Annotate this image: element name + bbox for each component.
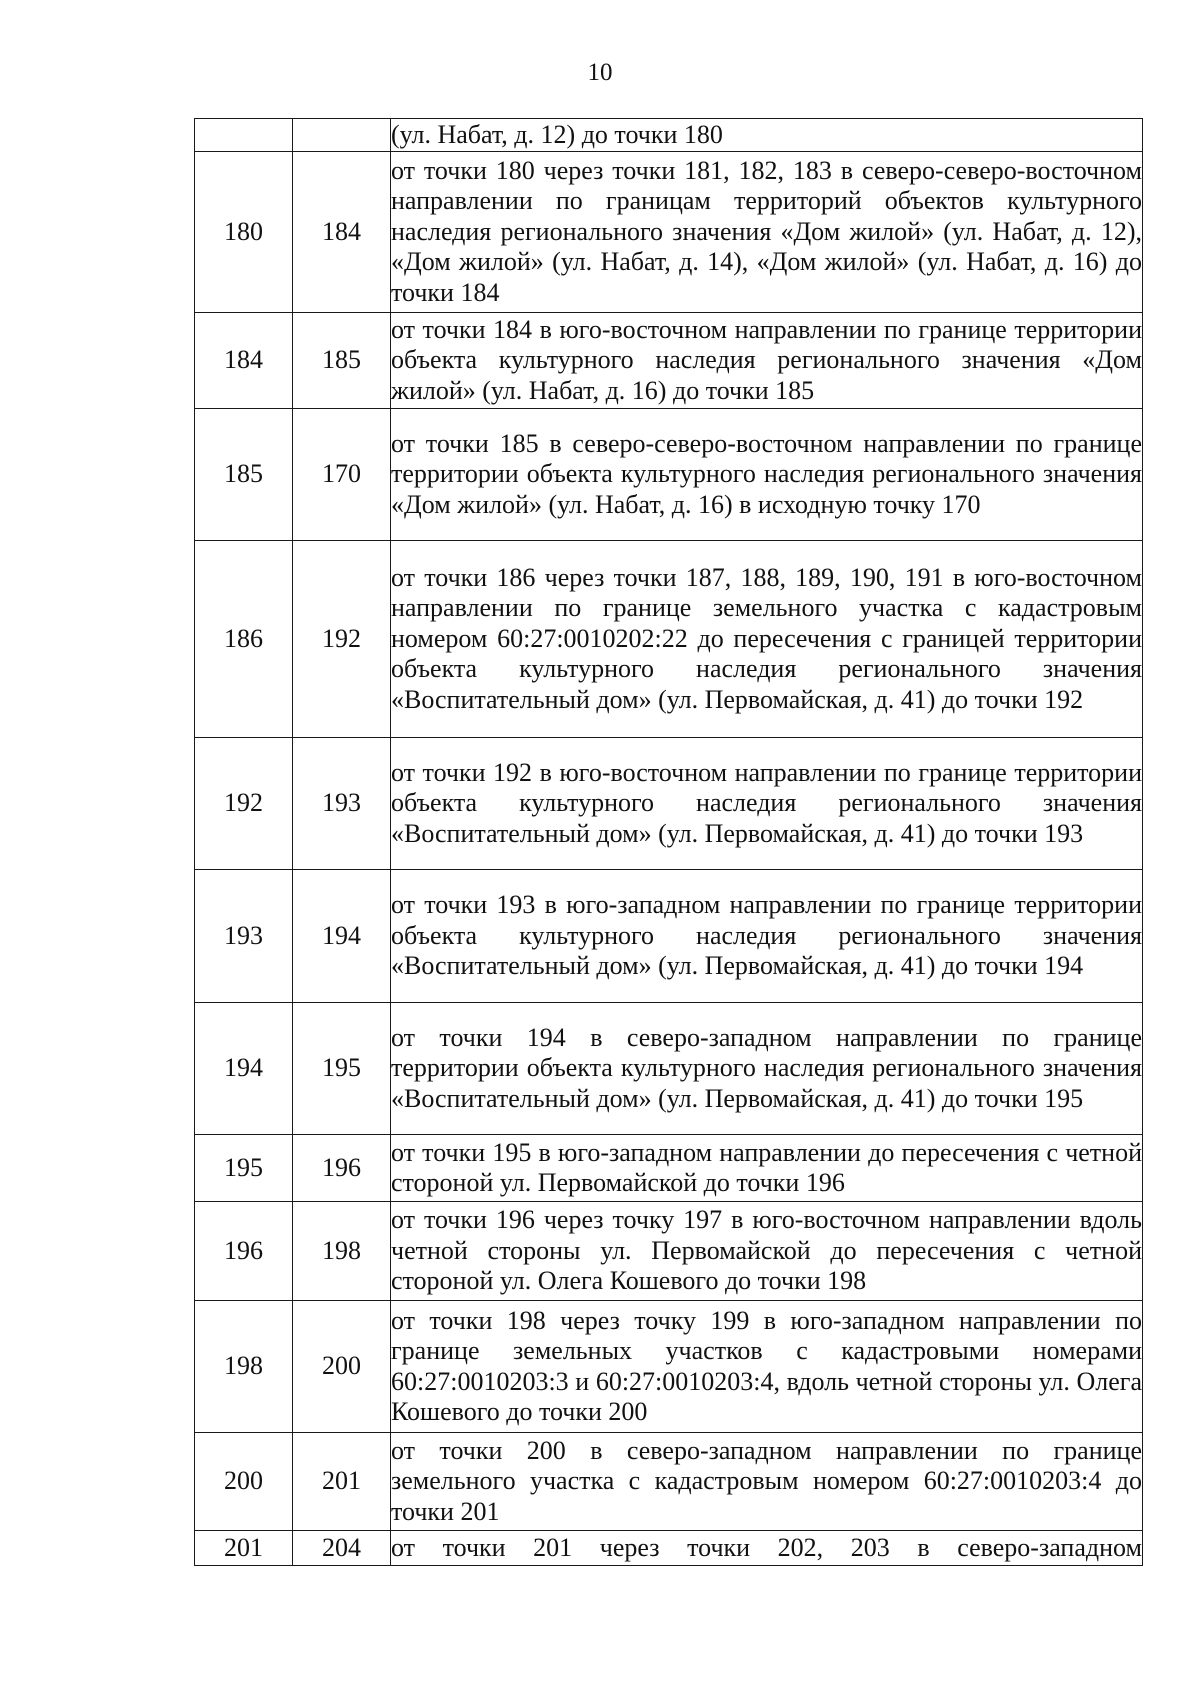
to-point-cell: 204 [293, 1531, 391, 1566]
to-point-cell: 195 [293, 1003, 391, 1135]
description-cell [391, 738, 1143, 870]
from-point-cell: 192 [195, 738, 293, 870]
table-row [195, 1202, 1143, 1301]
from-point-cell: 193 [195, 870, 293, 1003]
description-text: от точки 194 в северо-западном направлении по границе территории объекта культурного наследия регионального значения «Воспитательный дом» (ул. Первомайская, д. 41) до точки 195 [391, 1022, 1142, 1113]
table-row [195, 313, 1143, 409]
to-point-cell: 170 [293, 409, 391, 541]
from-point-cell: 184 [195, 313, 293, 409]
from-point-cell: 195 [195, 1135, 293, 1202]
description-text: от точки 196 через точку 197 в юго-восточном направлении вдоль четной стороны ул. Первомайской до пересечения с четной стороной ул. Олега Кошевого до точки 198 [391, 1205, 1142, 1296]
description-text: от точки 200 в северо-западном направлении по границе земельного участка с кадастровым номером 60:27:0010203:4 до точки 201 [391, 1435, 1142, 1526]
to-point-cell: 200 [293, 1301, 391, 1433]
table-row [195, 409, 1143, 541]
to-point-cell [293, 119, 391, 152]
description-text: от точки 186 через точки 187, 188, 189, 190, 191 в юго-восточном направлении по границе земельного участка с кадастровым номером 60:27:0010202:22 до пересечения с границей территории объекта культурного наследия регионального значения «Воспитательный дом» (ул. Первомайская, д. 41) до точки 192 [391, 562, 1142, 714]
from-point-cell: 186 [195, 541, 293, 738]
to-point-cell: 193 [293, 738, 391, 870]
boundary-table [194, 118, 1143, 1566]
table-row [195, 1135, 1143, 1202]
table-row [195, 738, 1143, 870]
description-cell [391, 1433, 1143, 1531]
description-cell [391, 1135, 1143, 1202]
from-point-cell: 180 [195, 152, 293, 313]
table-row [195, 152, 1143, 313]
table-row [195, 1531, 1143, 1566]
to-point-cell: 185 [293, 313, 391, 409]
description-text: от точки 195 в юго-западном направлении до пересечения с четной стороной ул. Первомайской до точки 196 [391, 1137, 1142, 1197]
from-point-cell: 200 [195, 1433, 293, 1531]
description-text: от точки 184 в юго-восточном направлении по границе территории объекта культурного наследия регионального значения «Дом жилой» (ул. Набат, д. 16) до точки 185 [391, 314, 1142, 405]
description-text: от точки 185 в северо-северо-восточном направлении по границе территории объекта культурного наследия регионального значения «Дом жилой» (ул. Набат, д. 16) в исходную точку 170 [391, 428, 1142, 519]
to-point-cell: 184 [293, 152, 391, 313]
to-point-cell: 196 [293, 1135, 391, 1202]
page-number: 10 [587, 59, 613, 86]
table-row [195, 1003, 1143, 1135]
from-point-cell: 194 [195, 1003, 293, 1135]
from-point-cell [195, 119, 293, 152]
description-cell [391, 152, 1143, 313]
description-cell [391, 409, 1143, 541]
description-cell [391, 1301, 1143, 1433]
description-cell [391, 313, 1143, 409]
table-row [195, 870, 1143, 1003]
from-point-cell: 185 [195, 409, 293, 541]
table-row [195, 541, 1143, 738]
from-point-cell: 201 [195, 1531, 293, 1566]
description-cell [391, 541, 1143, 738]
from-point-cell: 198 [195, 1301, 293, 1433]
to-point-cell: 192 [293, 541, 391, 738]
description-cell [391, 1202, 1143, 1301]
to-point-cell: 198 [293, 1202, 391, 1301]
table-row [195, 1301, 1143, 1433]
description-cell [391, 1531, 1143, 1566]
from-point-cell: 196 [195, 1202, 293, 1301]
description-text: от точки 192 в юго-восточном направлении по границе территории объекта культурного наследия регионального значения «Воспитательный дом» (ул. Первомайская, д. 41) до точки 193 [391, 757, 1142, 848]
description-cell [391, 870, 1143, 1003]
table-row [195, 1433, 1143, 1531]
description-text: от точки 193 в юго-западном направлении по границе территории объекта культурного наследия регионального значения «Воспитательный дом» (ул. Первомайская, д. 41) до точки 194 [391, 890, 1142, 981]
to-point-cell: 201 [293, 1433, 391, 1531]
description-cell [391, 1003, 1143, 1135]
table-row [195, 119, 1143, 152]
description-text: (ул. Набат, д. 12) до точки 180 [391, 119, 723, 149]
description-text: от точки 180 через точки 181, 182, 183 в северо-северо-восточном направлении по границам территорий объектов культурного наследия регионального значения «Дом жилой» (ул. Набат, д. 12), «Дом жилой» (ул. Набат, д. 14), «Дом жилой» (ул. Набат, д. 16) до точки 184 [391, 155, 1142, 307]
description-cell [391, 119, 1143, 152]
description-text: от точки 198 через точку 199 в юго-западном направлении по границе земельных участков с кадастровыми номерами 60:27:0010203:3 и 60:27:0010203:4, вдоль четной стороны ул. Олега Кошевого до точки 200 [391, 1305, 1142, 1426]
to-point-cell: 194 [293, 870, 391, 1003]
description-text: от точки 201 через точки 202, 203 в северо-западном [391, 1532, 1142, 1562]
